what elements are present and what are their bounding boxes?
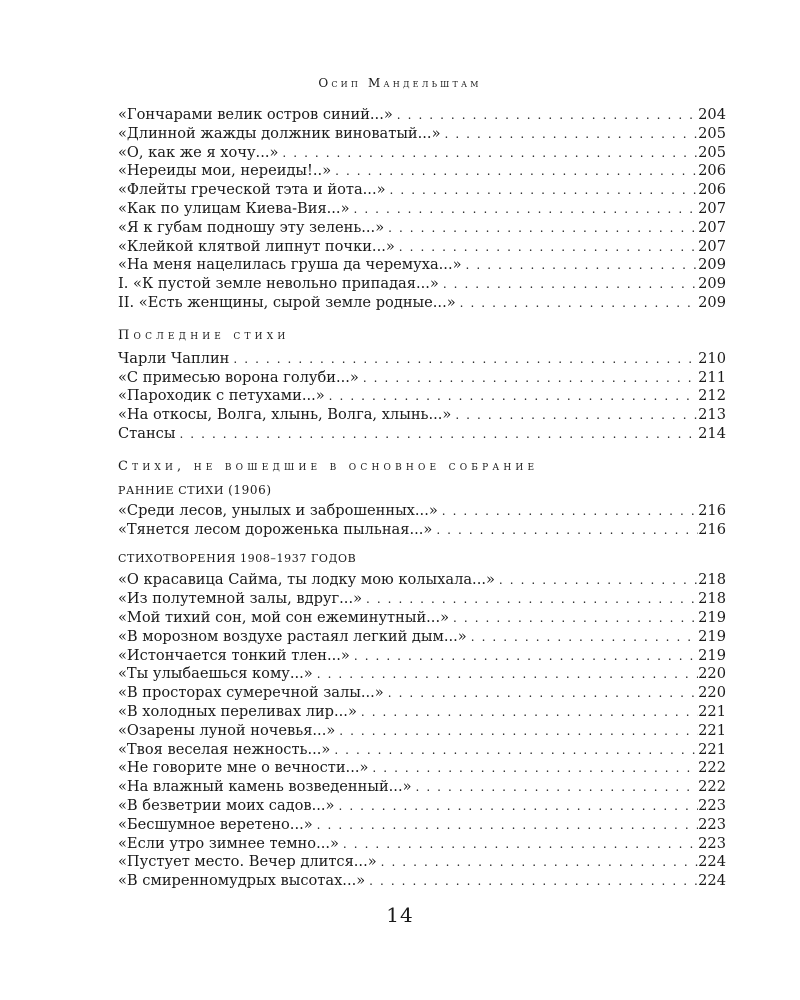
entry-title: I. «К пустой земле невольно припадая...» — [118, 275, 439, 293]
entry-page: 212 — [698, 387, 726, 405]
dot-leader — [278, 144, 698, 163]
dot-leader — [386, 181, 699, 200]
entry-title: «Не говорите мне о вечности...» — [118, 759, 369, 777]
toc-entry[interactable] — [118, 256, 726, 275]
dot-leader — [449, 609, 698, 628]
entry-page: 213 — [698, 406, 726, 424]
entry-page: 214 — [698, 424, 726, 442]
entry-title: «Среди лесов, унылых и заброшенных...» — [118, 501, 438, 519]
toc-entry[interactable] — [118, 609, 726, 628]
toc-section-last-poems — [118, 326, 726, 444]
toc-entry[interactable] — [118, 387, 726, 406]
dot-leader — [362, 590, 698, 609]
dot-leader — [432, 521, 698, 540]
toc-entry[interactable] — [118, 219, 726, 238]
dot-leader — [359, 369, 698, 388]
entry-page: 205 — [698, 124, 726, 142]
dot-leader — [451, 406, 698, 425]
toc-entry[interactable] — [118, 835, 726, 854]
entry-page: 219 — [698, 608, 726, 626]
toc-section-uncollected — [118, 457, 726, 891]
entry-page: 220 — [698, 684, 726, 702]
entry-title: «Твоя веселая нежность...» — [118, 740, 331, 758]
dot-leader — [325, 387, 698, 406]
dot-leader — [441, 125, 699, 144]
entry-page: 209 — [698, 256, 726, 274]
entry-title: «Бесшумное веретено...» — [118, 815, 313, 833]
entry-page: 207 — [698, 237, 726, 255]
toc-entry[interactable] — [118, 106, 726, 125]
toc-entry[interactable] — [118, 350, 726, 369]
subsection-heading — [118, 550, 726, 568]
entry-title: «Из полутемной залы, вдруг...» — [118, 590, 363, 608]
entry-title: «В холодных переливах лир...» — [118, 702, 357, 720]
entry-title: «С примесью ворона голуби...» — [118, 368, 359, 386]
entry-title: «Ты улыбаешься кому...» — [118, 665, 313, 683]
toc-entry[interactable] — [118, 703, 726, 722]
toc-entry[interactable] — [118, 816, 726, 835]
toc-entry[interactable] — [118, 181, 726, 200]
dot-leader — [229, 350, 698, 369]
toc-entry[interactable] — [118, 162, 726, 181]
entry-title: «Я к губам подношу эту зелень...» — [118, 218, 385, 236]
subsection-label: РАННИЕ СТИХИ — [118, 483, 225, 497]
toc-entry[interactable] — [118, 853, 726, 872]
entry-title: «Мой тихий сон, мой сон ежеминутный...» — [118, 608, 450, 626]
entry-page: 211 — [698, 368, 726, 386]
entry-title: «Пароходик с петухами...» — [118, 387, 325, 405]
dot-leader — [456, 294, 699, 313]
toc-entry[interactable] — [118, 521, 726, 540]
entry-title: «Тянется лесом дороженька пыльная...» — [118, 520, 433, 538]
toc-entry[interactable] — [118, 294, 726, 313]
dot-leader — [384, 684, 698, 703]
dot-leader — [368, 759, 698, 778]
entry-title: «Пустует место. Вечер длится...» — [118, 853, 377, 871]
entry-title: «О красавица Сайма, ты лодку мою колыхала...» — [118, 571, 495, 589]
toc-entry[interactable] — [118, 872, 726, 891]
entry-page: 221 — [698, 740, 726, 758]
toc-entry[interactable] — [118, 778, 726, 797]
entry-title: «На меня нацелилась груша да черемуха...» — [118, 256, 462, 274]
toc-entry[interactable] — [118, 571, 726, 590]
running-head: Осип Мандельштам — [318, 76, 482, 90]
entry-page: 223 — [698, 815, 726, 833]
entry-title: «В безветрии моих садов...» — [118, 796, 335, 814]
toc-entry[interactable] — [118, 406, 726, 425]
toc-entry[interactable] — [118, 238, 726, 257]
dot-leader — [331, 162, 698, 181]
dot-leader — [393, 106, 698, 125]
entry-page: 207 — [698, 199, 726, 217]
dot-leader — [365, 872, 698, 891]
entry-title: «Как по улицам Киева-Вия...» — [118, 199, 350, 217]
entry-title: Чарли Чаплин — [118, 349, 230, 367]
entry-page: 209 — [698, 275, 726, 293]
entry-title: «В просторах сумеречной залы...» — [118, 684, 384, 702]
entry-page: 206 — [698, 181, 726, 199]
toc-entry[interactable] — [118, 628, 726, 647]
dot-leader — [495, 571, 698, 590]
entry-page: 219 — [698, 627, 726, 645]
toc-entry[interactable] — [118, 425, 726, 444]
dot-leader — [377, 853, 699, 872]
entry-page: 209 — [698, 293, 726, 311]
toc-entry[interactable] — [118, 144, 726, 163]
dot-leader — [439, 275, 698, 294]
toc-entry[interactable] — [118, 759, 726, 778]
table-of-contents — [118, 106, 726, 891]
entry-title: «Клейкой клятвой липнут почки...» — [118, 237, 395, 255]
entry-title: «Истончается тонкий тлен...» — [118, 646, 350, 664]
dot-leader — [335, 722, 698, 741]
dot-leader — [412, 778, 699, 797]
entry-page: 205 — [698, 143, 726, 161]
dot-leader — [384, 219, 698, 238]
entry-page: 222 — [698, 778, 726, 796]
subsection-year: (1906) — [228, 482, 272, 497]
toc-entry[interactable] — [118, 590, 726, 609]
entry-page: 222 — [698, 759, 726, 777]
entry-page: 224 — [698, 872, 726, 890]
dot-leader — [438, 502, 698, 521]
entry-title: Стансы — [118, 424, 176, 442]
entry-page: 207 — [698, 218, 726, 236]
subsection-label: СТИХОТВОРЕНИЯ 1908–1937 ГОДОВ — [118, 552, 357, 566]
entry-page: 218 — [698, 590, 726, 608]
entry-page: 216 — [698, 501, 726, 519]
entry-title: «На влажный камень возведенный...» — [118, 778, 412, 796]
dot-leader — [350, 647, 698, 666]
toc-entry[interactable] — [118, 125, 726, 144]
toc-entry[interactable] — [118, 722, 726, 741]
entry-page: 221 — [698, 721, 726, 739]
dot-leader — [313, 665, 698, 684]
entry-title: «Если утро зимнее темно...» — [118, 834, 339, 852]
toc-entry[interactable] — [118, 502, 726, 521]
entry-page: 218 — [698, 571, 726, 589]
entry-title: «Флейты греческой тэта и йота...» — [118, 181, 386, 199]
entry-title: «В морозном воздухе растаял легкий дым...» — [118, 627, 467, 645]
dot-leader — [339, 835, 698, 854]
subsection-heading — [118, 481, 726, 499]
entry-title: «Длинной жажды должник виноватый...» — [118, 124, 441, 142]
dot-leader — [395, 238, 698, 257]
dot-leader — [334, 797, 698, 816]
entry-title: «В смиренномудрых высотах...» — [118, 872, 366, 890]
dot-leader — [313, 816, 698, 835]
entry-title: «О, как же я хочу...» — [118, 143, 279, 161]
entry-title: «Озарены луной ночевья...» — [118, 721, 336, 739]
dot-leader — [350, 200, 699, 219]
entry-page: 223 — [698, 796, 726, 814]
dot-leader — [462, 256, 699, 275]
toc-section-untitled — [118, 106, 726, 313]
toc-entry[interactable] — [118, 200, 726, 219]
entry-title: «Гончарами велик остров синий...» — [118, 106, 393, 123]
toc-entry[interactable] — [118, 684, 726, 703]
entry-title: «Нереиды мои, нереиды!..» — [118, 162, 332, 180]
entry-page: 220 — [698, 665, 726, 683]
entry-page: 206 — [698, 162, 726, 180]
dot-leader — [175, 425, 698, 444]
entry-title: «На откосы, Волга, хлынь, Волга, хлынь...» — [118, 406, 452, 424]
section-heading: Стихи, не вошедшие в основное собрание — [118, 458, 539, 474]
entry-page: 210 — [698, 349, 726, 367]
toc-entry[interactable] — [118, 797, 726, 816]
toc-entry[interactable] — [118, 647, 726, 666]
dot-leader — [467, 628, 698, 647]
entry-page: 216 — [698, 520, 726, 538]
page-number: 14 — [386, 903, 414, 927]
dot-leader — [330, 741, 698, 760]
entry-page: 221 — [698, 702, 726, 720]
toc-entry[interactable] — [118, 369, 726, 388]
entry-page: 223 — [698, 834, 726, 852]
entry-page: 219 — [698, 646, 726, 664]
section-heading: Последние стихи — [118, 327, 290, 343]
toc-entry[interactable] — [118, 665, 726, 684]
dot-leader — [357, 703, 698, 722]
toc-entry[interactable] — [118, 275, 726, 294]
entry-page: 224 — [698, 853, 726, 871]
entry-page: 204 — [698, 106, 726, 123]
toc-entry[interactable] — [118, 741, 726, 760]
entry-title: II. «Есть женщины, сырой земле родные...» — [118, 293, 456, 311]
